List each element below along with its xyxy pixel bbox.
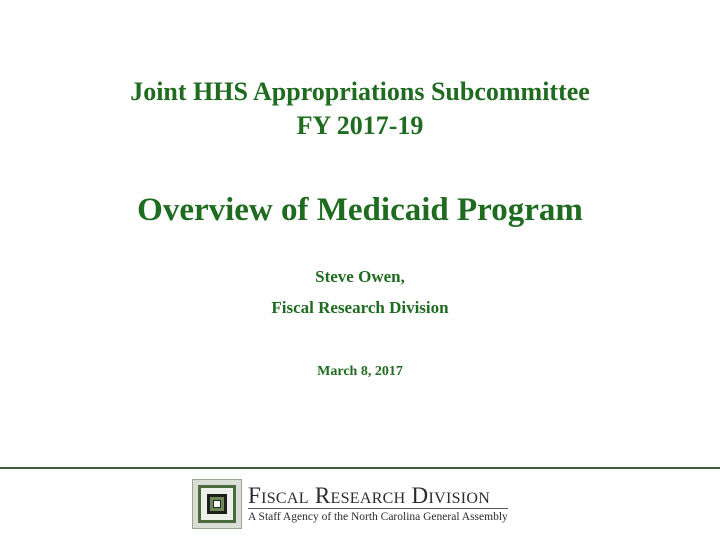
presentation-date: March 8, 2017 [317, 364, 403, 379]
fiscal-year-title: FY 2017-19 [296, 111, 424, 140]
logo-text [248, 484, 508, 524]
concentric-squares-logo-icon [192, 479, 242, 529]
footer-logo [192, 478, 508, 530]
presentation-title: Overview of Medicaid Program [137, 192, 583, 228]
subcommittee-title: Joint HHS Appropriations Subcommittee [130, 77, 590, 106]
logo-tagline: A Staff Agency of the North Carolina General Assembly [248, 508, 508, 524]
logo-name: Fiscal Research Division [248, 483, 491, 508]
footer-divider [0, 467, 720, 469]
presenter-organization: Fiscal Research Division [271, 298, 449, 317]
presenter-name: Steve Owen, [315, 267, 405, 286]
